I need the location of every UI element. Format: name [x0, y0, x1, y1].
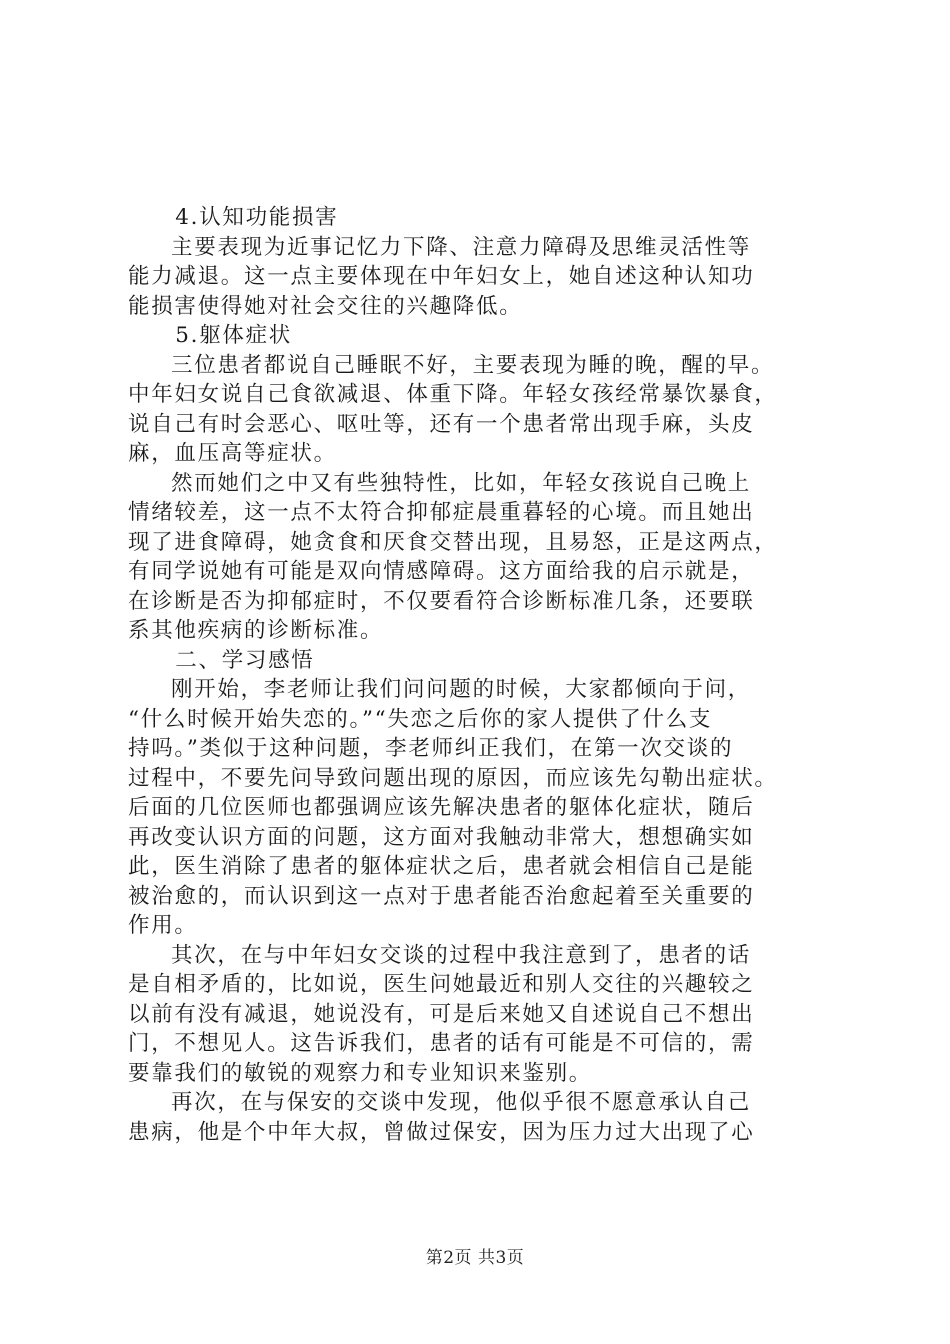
- paragraph-cognitive: 主要表现为近事记忆力下降、注意力障碍及思维灵活性等 能力减退。这一点主要体现在中年妇女上，她自述这种认知功 能损害使得她对社会交往的兴趣降低。: [128, 234, 755, 319]
- paragraph-reflection-first: 刚开始，李老师让我们问问题的时候，大家都倾向于问， “什么时候开始失恋的。”“失恋之后你的家人提供了什么支 持吗。”类似于这种问题，李老师纠正我们，在第一次交谈的 过程中，不要先问导致问题出现的原因，而应该先勾勒出症状。 后面的几位医师也都强调应该先解决患者的躯体化症状，随后 再改变认识方面的问题，这方面对我触动非常大，想想确实如 此，医生消除了患者的躯体症状之后，患者就会相信自己是能 被治愈的，而认识到这一点对于患者能否治愈起着至关重要的 作用。: [128, 677, 778, 938]
- paragraph-reflection-third: 再次，在与保安的交谈中发现，他似乎很不愿意承认自己 患病，他是个中年大叔，曾做过保安，因为压力过大出现了心: [128, 1090, 755, 1145]
- paragraph-reflection-second: 其次，在与中年妇女交谈的过程中我注意到了，患者的话 是自相矛盾的，比如说，医生问她最近和别人交往的兴趣较之 以前有没有减退，她说没有，可是后来她又自述说自己不想出 门，不想见人。这告诉我们，患者的话有可能是不可信的，需 要靠我们的敏锐的观察力和专业知识来鉴别。: [128, 942, 755, 1086]
- section-heading-cognitive: 4.认知功能损害: [175, 205, 339, 230]
- page-number-footer: 第2页 共3页: [425, 1248, 525, 1268]
- section-heading-reflection: 二、学习感悟: [175, 647, 315, 673]
- section-heading-somatic: 5.躯体症状: [175, 323, 293, 348]
- paragraph-uniqueness: 然而她们之中又有些独特性，比如，年轻女孩说自己晚上 情绪较差，这一点不太符合抑郁症晨重暮轻的心境。而且她出 现了进食障碍，她贪食和厌食交替出现，且易怒，正是这两点， 有同学说她有可能是双向情感障碍。这方面给我的启示就是， 在诊断是否为抑郁症时，不仅要看符合诊断标准几条，还要联 系其他疾病的诊断标准。: [128, 470, 778, 643]
- document-body: [128, 203, 828, 1147]
- paragraph-somatic: 三位患者都说自己睡眠不好，主要表现为睡的晚，醒的早。 中年妇女说自己食欲减退、体重下降。年轻女孩经常暴饮暴食， 说自己有时会恶心、呕吐等，还有一个患者常出现手麻，头皮 麻，血压高等症状。: [128, 352, 778, 466]
